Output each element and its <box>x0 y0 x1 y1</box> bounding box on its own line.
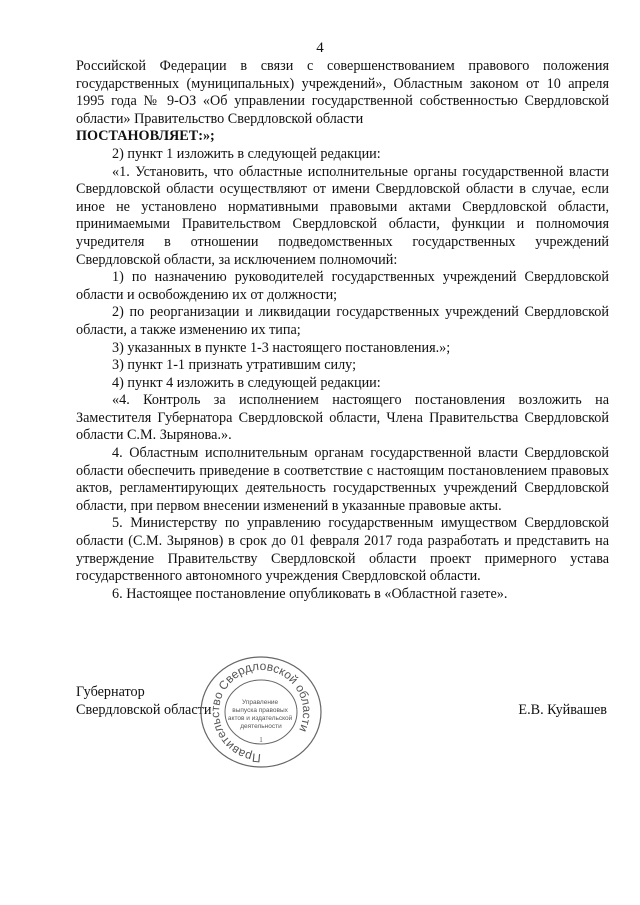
paragraph: 4) пункт 4 изложить в следующей редакции: <box>112 374 381 391</box>
paragraph: 1) по назначению руководителей государственных учреждений Свердловской области и освобождению их от должности; <box>76 269 609 303</box>
paragraph: 2) пункт 1 изложить в следующей редакции: <box>112 145 381 162</box>
signatory-title <box>76 684 211 719</box>
paragraph: «4. Контроль за исполнением настоящего постановления возложить на Заместителя Губернатора Свердловской области, Члена Правительства Свердловской области С.М. Зырянова.». <box>76 392 609 444</box>
seal-number: 1 <box>259 736 263 744</box>
document-body <box>76 58 609 603</box>
paragraph: 3) пункт 1-1 признать утратившим силу; <box>112 357 357 374</box>
svg-text:Управление выпуска правовы: Управление выпуска правовых актов и издательской деятельности <box>227 699 293 730</box>
seal-ring-text: Правительство Свердловской области <box>207 658 315 766</box>
official-seal-stamp <box>196 654 326 774</box>
paragraph: 6. Настоящее постановление опубликовать в «Областной газете». <box>112 585 508 602</box>
paragraph: 5. Министерству по управлению государственным имуществом Свердловской области (С.М. Зырянов) в срок до 01 февраля 2017 года разработать и представить на утверждение Правительству Свердловской области проект примерного устава государственного автономного учреждения Свердловской области. <box>76 515 609 585</box>
signatory-title-line2: Свердловской области <box>76 701 212 718</box>
signatory-name: Е.В. Куйвашев <box>518 702 607 718</box>
signatory-title-line1: Губернатор <box>76 684 145 700</box>
paragraph: Российской Федерации в связи с совершенствованием правового положения государственных (муниципальных) учреждений», Областным законом от 10 апреля 1995 года № 9-ОЗ «Об управлении государственной собственностью Свердловской области» Правительство Свердловской области <box>76 58 609 127</box>
paragraph: «1. Установить, что областные исполнительные органы государственной власти Свердловской области осуществляют от имени Свердловской области в случае, если иное не установлено нормативными правовыми актами Свердловской области, принимаемыми Правительством Свердловской области, функции и полномочия учредителя в отношении подведомственных государственных учреждений Свердловской области, за исключением полномочий: <box>76 163 609 268</box>
paragraph: ПОСТАНОВЛЯЕТ:»; <box>76 128 215 145</box>
page-number: 4 <box>316 40 324 56</box>
paragraph: 3) указанных в пункте 1-3 настоящего постановления.»; <box>112 339 451 356</box>
paragraph: 2) по реорганизации и ликвидации государственных учреждений Свердловской области, а также изменению их типа; <box>76 304 609 338</box>
paragraph: 4. Областным исполнительным органам государственной власти Свердловской области обеспечить приведение в соответствие с настоящим постановлением правовых актов, регламентирующих деятельность государственных учреждений Свердловской области, при первом внесении изменений в указанные правовые акты. <box>76 445 609 514</box>
